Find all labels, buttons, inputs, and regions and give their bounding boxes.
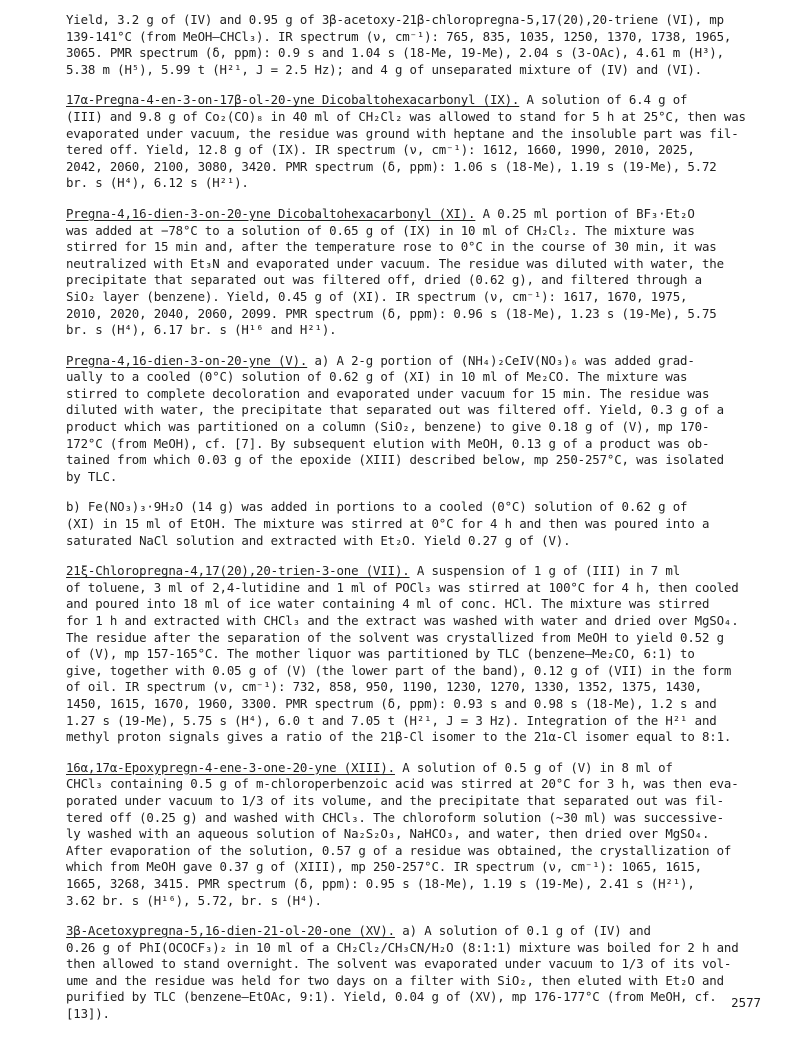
compound-heading: 21ξ-Chloropregna-4,17(20),20-trien-3-one (VII).: [66, 563, 410, 579]
paragraph-compound-ix: [66, 92, 766, 192]
paragraph-body: Yield, 3.2 g of (IV) and 0.95 g of 3β-acetoxy-21β-chloropregna-5,17(20),20-triene (VI), mp 139-141°C (from MeOH—CHCl₃). IR spectrum (ν, cm⁻¹): 765, 835, 1035, 1250, 1370, 1738, 1965, 3065. PMR spectrum (δ, ppm): 0.9 s and 1.04 s (18-Me, 19-Me), 2.04 s (3-OAc), 4.61 m (H³), 5.38 m (H⁵), 5.99 t (H²¹, J = 2.5 Hz); and 4 g of unseparated mixture of (IV) and (VI).: [66, 12, 732, 77]
paragraph-compound-xv: [66, 923, 766, 1023]
compound-heading: 3β-Acetoxypregna-5,16-dien-21-ol-20-one (XV).: [66, 923, 395, 939]
paragraph-body: a) A 2-g portion of (NH₄)₂CeIV(NO₃)₆ was added grad- ually to a cooled (0°C) solution of 0.62 g of (XI) in 10 ml of Me₂CO. The mixture was stirred to complete decoloration and evaporated under vacuum for 15 min. The residue was diluted with water, the precipitate that separated out was filtered off. Yield, 0.3 g of a product which was partitioned on a column (SiO₂, benzene) to give 0.18 g of (V), mp 170- 172°C (from MeOH), cf. [7]. By subsequent elution with MeOH, 0.13 g of a product was ob- tained from which 0.03 g of the epoxide (XIII) described below, mp 250-257°C, was isolated by TLC.: [66, 352, 724, 484]
paragraph-compound-vii: [66, 563, 766, 746]
paragraph-body: A solution of 0.5 g of (V) in 8 ml of CHCl₃ containing 0.5 g of m-chloroperbenzoic acid was stirred at 20°C for 3 h, was then eva- porated under vacuum to 1/3 of its volume, and the precipitate that separated out was fil- tered off (0.25 g) and washed with CHCl₃. The chloroform solution (~30 ml) was successive- ly washed with an aqueous solution of Na₂S₂O₃, NaHCO₃, and water, then dried over MgSO₄. After evaporation of the solution, 0.57 g of a residue was obtained, the crystallization of which from MeOH gave 0.37 g of (XIII), mp 250-257°C. IR spectrum (ν, cm⁻¹): 1065, 1615, 1665, 3268, 3415. PMR spectrum (δ, ppm): 0.95 s (18-Me), 1.19 s (19-Me), 2.41 s (H²¹), 3.62 br. s (H¹⁶), 5.72, br. s (H⁴).: [66, 759, 739, 908]
article-text: [66, 12, 766, 1037]
compound-heading: Pregna-4,16-dien-3-on-20-yne (V).: [66, 352, 308, 368]
compound-heading: 16α,17α-Epoxypregn-4-ene-3-one-20-yne (XIII).: [66, 759, 395, 775]
paragraph-compound-xiii: [66, 760, 766, 909]
paragraph-body: A suspension of 1 g of (III) in 7 ml of toluene, 3 ml of 2,4-lutidine and 1 ml of POCl₃ was stirred at 100°C for 4 h, then cooled and poured into 18 ml of ice water containing 4 ml of conc. HCl. The mixture was stirred for 1 h and extracted with CHCl₃ and the extract was washed with water and dried over MgSO₄. The residue after the separation of the solvent was crystallized from MeOH to yield 0.52 g of (V), mp 157-165°C. The mother liquor was partitioned by TLC (benzene—Me₂CO, 6:1) to give, together with 0.05 g of (V) (the lower part of the band), 0.12 g of (VII) in the form of oil. IR spectrum (ν, cm⁻¹): 732, 858, 950, 1190, 1230, 1270, 1330, 1352, 1375, 1430, 1450, 1615, 1670, 1960, 3300. PMR spectrum (δ, ppm): 0.93 s and 0.98 s (18-Me), 1.2 s and 1.27 s (19-Me), 5.75 s (H⁴), 6.0 t and 7.05 t (H²¹, J = 3 Hz). Integration of the H²¹ and methyl proton signals gives a ratio of the 21β-Cl isomer to the 21α-Cl isomer equal to 8:1.: [66, 563, 739, 745]
paragraph-body: A solution of 6.4 g of (III) and 9.8 g of Co₂(CO)₈ in 40 ml of CH₂Cl₂ was allowed to stand for 5 h at 25°C, then was evaporated under vacuum, the residue was ground with heptane and the insoluble part was fil- tered off. Yield, 12.8 g of (IX). IR spectrum (ν, cm⁻¹): 1612, 1660, 1990, 2010, 2025, 2042, 2060, 2100, 3080, 3420. PMR spectrum (δ, ppm): 1.06 s (18-Me), 1.19 s (19-Me), 5.72 br. s (H⁴), 6.12 s (H²¹).: [66, 92, 746, 191]
paragraph-yield-iv-vi: [66, 12, 766, 78]
compound-heading: Pregna-4,16-dien-3-on-20-yne Dicobaltohexacarbonyl (XI).: [66, 205, 476, 221]
paragraph-compound-v-method-b: [66, 499, 766, 549]
paragraph-compound-v: [66, 353, 766, 486]
paragraph-compound-xi: [66, 206, 766, 339]
paragraph-body: b) Fe(NO₃)₃·9H₂O (14 g) was added in portions to a cooled (0°C) solution of 0.62 g of (XI) in 15 ml of EtOH. The mixture was stirred at 0°C for 4 h and then was poured into a saturated NaCl solution and extracted with Et₂O. Yield 0.27 g of (V).: [66, 499, 710, 548]
compound-heading: 17α-Pregna-4-en-3-on-17β-ol-20-yne Dicobaltohexacarbonyl (IX).: [66, 92, 520, 108]
paragraph-body: A 0.25 ml portion of BF₃·Et₂O was added at −78°C to a solution of 0.65 g of (IX) in 10 ml of CH₂Cl₂. The mixture was stirred for 15 min and, after the temperature rose to 0°C in the course of 30 min, it was neutralized with Et₃N and evaporated under vacuum. The residue was diluted with water, the precipitate that separated out was filtered off, dried (0.62 g), and filtered through a SiO₂ layer (benzene). Yield, 0.45 g of (XI). IR spectrum (ν, cm⁻¹): 1617, 1670, 1975, 2010, 2020, 2040, 2060, 2099. PMR spectrum (δ, ppm): 0.96 s (18-Me), 1.23 s (19-Me), 5.75 br. s (H⁴), 6.17 br. s (H¹⁶ and H²¹).: [66, 205, 724, 338]
paragraph-body: a) A solution of 0.1 g of (IV) and 0.26 g of PhI(OCOCF₃)₂ in 10 ml of a CH₂Cl₂/CH₃CN/H₂O (8:1:1) mixture was boiled for 2 h and then allowed to stand overnight. The solvent was evaporated under vacuum to 1/3 of its vol- ume and the residue was held for two days on a filter with SiO₂, then eluted with Et₂O and purified by TLC (benzene—EtOAc, 9:1). Yield, 0.04 g of (XV), mp 176-177°C (from MeOH, cf. [13]).: [66, 923, 739, 1022]
page-number: 2577: [731, 995, 761, 1010]
